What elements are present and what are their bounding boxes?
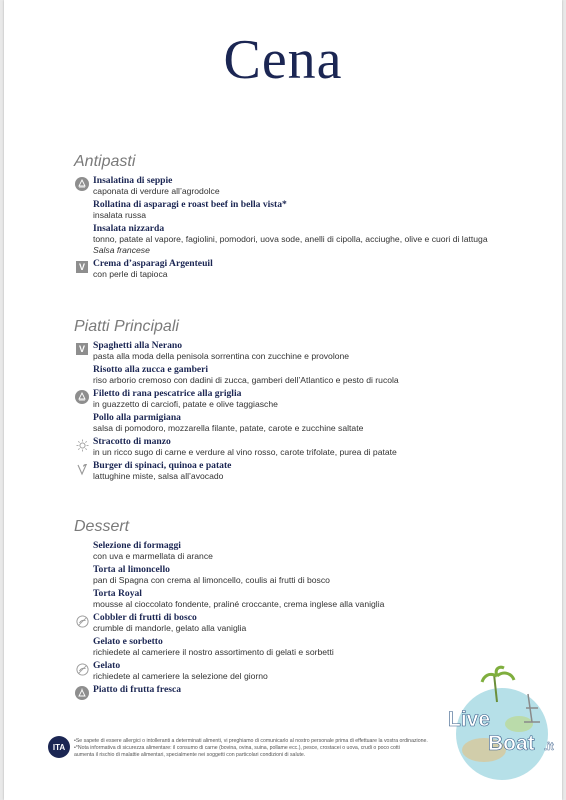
menu-item bbox=[74, 258, 544, 280]
item-description: in guazzetto di carciofi, patate e olive taggiasche bbox=[93, 399, 278, 409]
item-description: con perle di tapioca bbox=[93, 269, 168, 279]
menu-item bbox=[74, 388, 544, 410]
sun-icon bbox=[75, 438, 89, 452]
menu-item bbox=[74, 564, 544, 586]
menu-item bbox=[74, 612, 544, 634]
item-name: Gelato e sorbetto bbox=[93, 636, 163, 647]
menu-item bbox=[74, 412, 544, 434]
menu-item bbox=[74, 340, 544, 362]
vegan-leaf-icon bbox=[75, 462, 89, 476]
fruit-icon bbox=[75, 686, 89, 700]
item-name: Torta Royal bbox=[93, 588, 142, 599]
allergy-note: •Se sapete di essere allergici o intolleranti a determinati alimenti, vi preghiamo di comunicarlo al nostro personale prima di effettuare la vostra ordinazione. bbox=[74, 738, 428, 744]
menu-item bbox=[74, 199, 544, 221]
item-description: riso arborio cremoso con dadini di zucca, gamberi dell’Atlantico e pesto di rucola bbox=[93, 375, 399, 385]
item-name: Insalatina di seppie bbox=[93, 175, 173, 186]
item-description: mousse al cioccolato fondente, praliné croccante, crema inglese alla vaniglia bbox=[93, 599, 385, 609]
menu-item bbox=[74, 436, 544, 458]
item-name: Stracotto di manzo bbox=[93, 436, 171, 447]
section-piatti-principali bbox=[74, 318, 544, 484]
menu-item bbox=[74, 364, 544, 386]
item-description: lattughine miste, salsa all’avocado bbox=[93, 471, 224, 481]
item-name: Risotto alla zucca e gamberi bbox=[93, 364, 209, 375]
item-name: Piatto di frutta fresca bbox=[93, 684, 182, 695]
item-note: Salsa francese bbox=[93, 245, 150, 255]
item-name: Gelato bbox=[93, 660, 121, 671]
menu-item bbox=[74, 588, 544, 610]
footer-notes bbox=[74, 738, 474, 759]
item-description: pan di Spagna con crema al limoncello, coulis ai frutti di bosco bbox=[93, 575, 330, 585]
no-sugar-icon bbox=[75, 662, 89, 676]
item-name: Crema d’asparagi Argenteuil bbox=[93, 258, 213, 269]
seafood-icon bbox=[75, 177, 89, 191]
section-antipasti bbox=[74, 153, 544, 282]
menu-page bbox=[4, 0, 562, 800]
item-name: Filetto di rana pescatrice alla griglia bbox=[93, 388, 242, 399]
menu-item bbox=[74, 175, 544, 197]
item-name: Torta al limoncello bbox=[93, 564, 170, 575]
section-title: Piatti Principali bbox=[74, 318, 179, 335]
item-description: insalata russa bbox=[93, 210, 147, 220]
item-description: con uva e marmellata di arance bbox=[93, 551, 213, 561]
item-name: Burger di spinaci, quinoa e patate bbox=[93, 460, 232, 471]
seafood-icon bbox=[75, 390, 89, 404]
section-title: Dessert bbox=[74, 518, 130, 535]
food-safety-note-continued: aumenta il rischio di malattie alimentari, specialmente nei soggetti con particolari condizioni di salute. bbox=[74, 752, 306, 758]
menu-item bbox=[74, 540, 544, 562]
item-description: richiedete al cameriere il nostro assortimento di gelati e sorbetti bbox=[93, 647, 334, 657]
item-name: Insalata nizzarda bbox=[93, 223, 165, 234]
item-description: pasta alla moda della penisola sorrentina con zucchine e provolone bbox=[93, 351, 350, 361]
menu-item bbox=[74, 223, 544, 256]
item-name: Spaghetti alla Nerano bbox=[93, 340, 183, 351]
liveboat-watermark-logo bbox=[444, 664, 562, 790]
watermark-boat: Boat bbox=[488, 732, 535, 755]
item-description: in un ricco sugo di carne e verdure al vino rosso, carote trifolate, purea di patate bbox=[93, 447, 397, 457]
item-name: Cobbler di frutti di bosco bbox=[93, 612, 197, 623]
watermark-live: Live bbox=[448, 708, 491, 731]
vegetarian-icon: V bbox=[76, 343, 88, 355]
section-title: Antipasti bbox=[74, 153, 136, 170]
item-description: caponata di verdure all’agrodolce bbox=[93, 186, 220, 196]
menu-item bbox=[74, 460, 544, 482]
page-title: Cena bbox=[223, 29, 343, 91]
item-name: Rollatina di asparagi e roast beef in bella vista* bbox=[93, 199, 287, 210]
item-name: Selezione di formaggi bbox=[93, 540, 181, 551]
watermark-domain: .it bbox=[544, 741, 554, 753]
item-description: tonno, patate al vapore, fagiolini, pomodori, uova sode, anelli di cipolla, acciughe, olive e cuori di lattuga bbox=[93, 234, 488, 244]
item-description: richiedete al cameriere la selezione del giorno bbox=[93, 671, 268, 681]
item-description: salsa di pomodoro, mozzarella filante, patate, carote e zucchine saltate bbox=[93, 423, 364, 433]
no-sugar-icon bbox=[75, 614, 89, 628]
language-badge: ITA bbox=[48, 736, 70, 758]
vegetarian-icon: V bbox=[76, 261, 88, 273]
item-name: Pollo alla parmigiana bbox=[93, 412, 181, 423]
item-description: crumble di mandorle, gelato alla vaniglia bbox=[93, 623, 247, 633]
menu-item bbox=[74, 636, 544, 658]
food-safety-note: •*Nota informativa di sicurezza alimentare: il consumo di carne (bovina, ovina, suina, pollame ecc.), pesce, crostacei o uova, crudi o poco cotti bbox=[74, 745, 400, 751]
